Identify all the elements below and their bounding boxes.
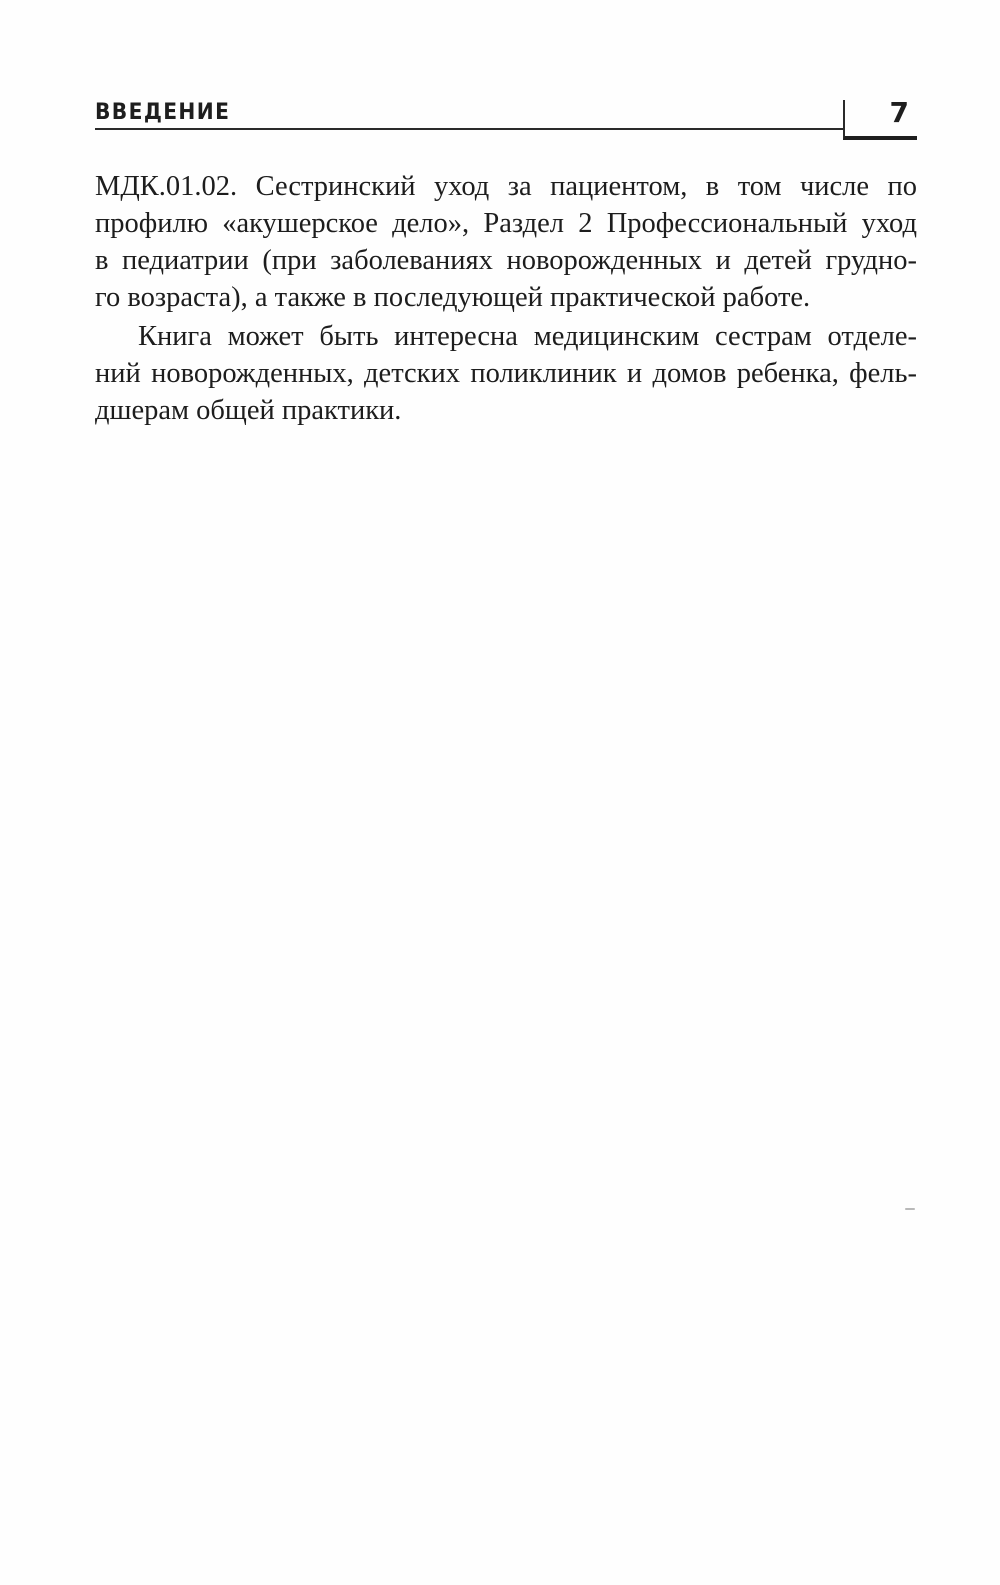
print-speck [905, 1208, 915, 1210]
header-rule [95, 128, 845, 130]
running-head-title: ВВЕДЕНИЕ [95, 100, 231, 125]
body-text [95, 168, 917, 431]
page-number-box [843, 96, 917, 140]
page-number: 7 [889, 96, 909, 129]
text-line: профилю «акушерское дело», Раздел 2 Профессиональный уход [95, 208, 917, 239]
paragraph [95, 168, 917, 316]
text-line: дшерам общей практики. [95, 395, 402, 426]
text-line: в педиатрии (при заболеваниях новорожденных и детей грудно- [95, 245, 917, 276]
paragraph [95, 318, 917, 429]
text-line: ний новорожденных, детских поликлиник и домов ребенка, фель- [95, 358, 917, 389]
text-line: Книга может быть интересна медицинским сестрам отделе- [138, 321, 917, 352]
text-line: МДК.01.02. Сестринский уход за пациентом, в том числе по [95, 171, 917, 202]
text-line: го возраста), а также в последующей практической работе. [95, 282, 811, 313]
